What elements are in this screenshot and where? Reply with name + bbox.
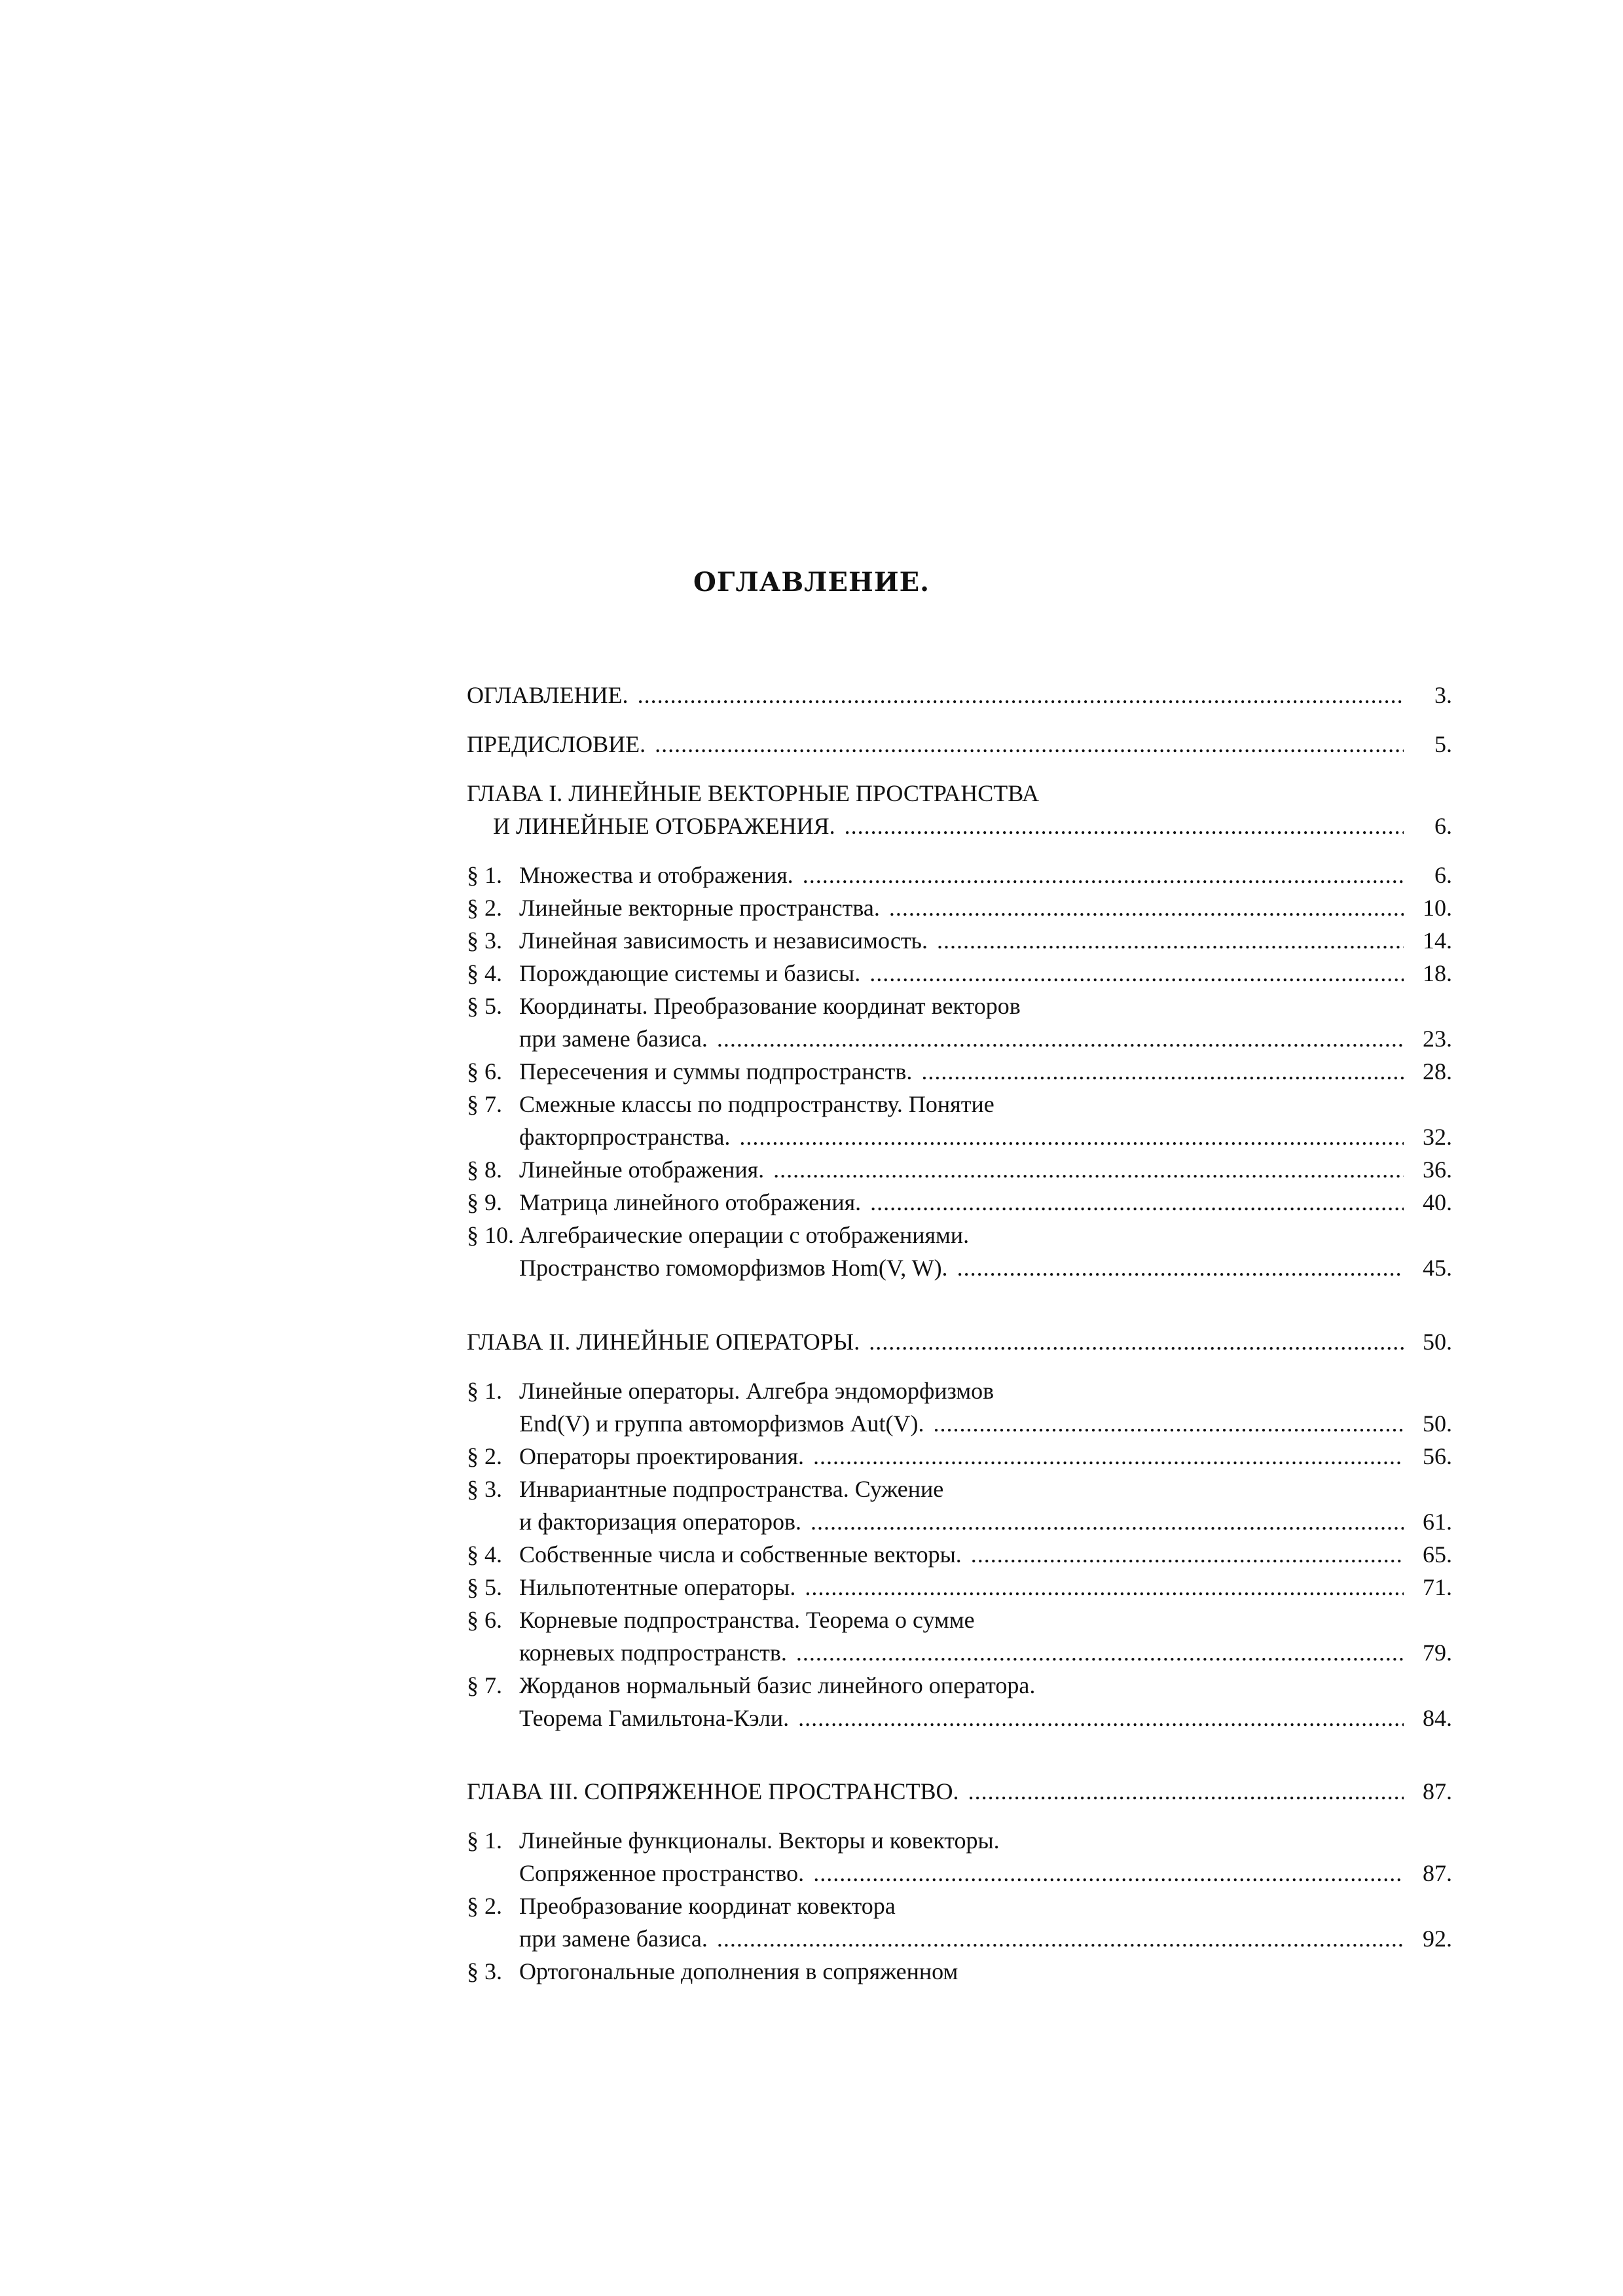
toc-section-cont[interactable] xyxy=(467,1407,1452,1440)
section-label: Операторы проектирования. xyxy=(519,1443,805,1469)
dot-leader xyxy=(921,1055,1404,1088)
section-number: § 4. xyxy=(467,1541,502,1568)
section-number: § 7. xyxy=(467,1091,502,1117)
toc-section-cont[interactable] xyxy=(467,1251,1452,1284)
dot-leader xyxy=(869,1325,1404,1358)
toc-section[interactable] xyxy=(467,1055,1452,1088)
section-label: Линейная зависимость и независимость. xyxy=(519,927,928,954)
chapter-1-heading-cont[interactable] xyxy=(467,810,1452,842)
section-page: 36. xyxy=(1423,1157,1452,1183)
section-page: 32. xyxy=(1423,1124,1452,1150)
section-label-cont: при замене базиса. xyxy=(519,1926,708,1952)
section-label-cont: корневых подпространств. xyxy=(519,1640,787,1666)
dot-leader xyxy=(717,1022,1404,1055)
section-number: § 3. xyxy=(467,1958,502,1984)
section-label-cont: Теорема Гамильтона-Кэли. xyxy=(519,1705,790,1731)
section-page: 28. xyxy=(1423,1058,1452,1085)
section-page: 84. xyxy=(1423,1705,1452,1731)
toc-section-cont[interactable] xyxy=(467,1922,1452,1955)
toc-section[interactable] xyxy=(467,1219,1452,1251)
section-page: 23. xyxy=(1423,1026,1452,1052)
section-number: § 3. xyxy=(467,1476,502,1502)
dot-leader xyxy=(803,859,1404,891)
toc-entry-contents[interactable] xyxy=(467,679,1452,711)
section-page: 61. xyxy=(1423,1509,1452,1535)
dot-leader xyxy=(957,1251,1404,1284)
dot-leader xyxy=(805,1571,1404,1604)
section-number: § 5. xyxy=(467,993,502,1019)
dot-leader xyxy=(813,1440,1404,1473)
dot-leader xyxy=(796,1636,1404,1669)
page-title: ОГЛАВЛЕНИЕ. xyxy=(693,567,930,598)
dot-leader xyxy=(869,957,1404,990)
section-label: Линейные отображения. xyxy=(519,1157,765,1183)
section-page: 50. xyxy=(1423,1410,1452,1437)
toc-entry-page: 5. xyxy=(1434,731,1452,757)
toc-section[interactable] xyxy=(467,1473,1452,1505)
toc-section[interactable] xyxy=(467,924,1452,957)
toc-entry-page: 87. xyxy=(1423,1778,1452,1804)
toc-section[interactable] xyxy=(467,891,1452,924)
dot-leader xyxy=(971,1538,1404,1571)
section-label: Ортогональные дополнения в сопряженном xyxy=(519,1958,958,1984)
section-label: Пересечения и суммы подпространств. xyxy=(519,1058,913,1085)
toc-entry-label: ГЛАВА III. СОПРЯЖЕННОЕ ПРОСТРАНСТВО. xyxy=(467,1778,959,1804)
toc-section[interactable] xyxy=(467,1440,1452,1473)
section-page: 45. xyxy=(1423,1255,1452,1281)
dot-leader xyxy=(934,1407,1404,1440)
section-label: Собственные числа и собственные векторы. xyxy=(519,1541,962,1568)
section-number: § 5. xyxy=(467,1574,502,1600)
toc-section-cont[interactable] xyxy=(467,1121,1452,1153)
section-label: Множества и отображения. xyxy=(519,862,793,888)
section-page: 79. xyxy=(1423,1640,1452,1666)
toc-entry-page: 3. xyxy=(1434,682,1452,708)
toc-section[interactable] xyxy=(467,1538,1452,1571)
dot-leader xyxy=(811,1505,1404,1538)
section-page: 18. xyxy=(1423,960,1452,986)
section-number: § 1. xyxy=(467,862,502,888)
table-of-contents xyxy=(467,0,1452,2296)
section-label-cont: Пространство гомоморфизмов Hom(V, W). xyxy=(519,1255,948,1281)
section-page: 56. xyxy=(1423,1443,1452,1469)
dot-leader xyxy=(798,1702,1404,1734)
toc-section[interactable] xyxy=(467,1669,1452,1702)
section-label: Линейные функционалы. Векторы и ковекторы. xyxy=(519,1827,1000,1854)
section-page: 14. xyxy=(1423,927,1452,954)
section-number: § 1. xyxy=(467,1827,502,1854)
section-label: Алгебраические операции с отображениями. xyxy=(519,1222,970,1248)
toc-section[interactable] xyxy=(467,1088,1452,1121)
dot-leader xyxy=(813,1857,1404,1890)
section-number: § 7. xyxy=(467,1672,502,1698)
toc-section[interactable] xyxy=(467,1955,1452,1988)
toc-entry-page: 50. xyxy=(1423,1329,1452,1355)
toc-section[interactable] xyxy=(467,859,1452,891)
section-page: 65. xyxy=(1423,1541,1452,1568)
dot-leader xyxy=(655,728,1404,761)
section-label-cont: факторпространства. xyxy=(519,1124,731,1150)
dot-leader xyxy=(889,891,1404,924)
section-number: § 10. xyxy=(467,1222,514,1248)
dot-leader xyxy=(968,1775,1404,1808)
toc-entry-label: И ЛИНЕЙНЫЕ ОТОБРАЖЕНИЯ. xyxy=(493,813,835,839)
section-label-cont: Сопряженное пространство. xyxy=(519,1860,805,1886)
section-label-cont: End(V) и группа автоморфизмов Aut(V). xyxy=(519,1410,924,1437)
section-label: Матрица линейного отображения. xyxy=(519,1189,862,1215)
section-label-cont: при замене базиса. xyxy=(519,1026,708,1052)
chapter-2-heading[interactable] xyxy=(467,1325,1452,1358)
dot-leader xyxy=(845,810,1404,842)
toc-section-cont[interactable] xyxy=(467,1702,1452,1734)
section-number: § 2. xyxy=(467,895,502,921)
section-label: Жорданов нормальный базис линейного оператора. xyxy=(519,1672,1036,1698)
toc-section[interactable] xyxy=(467,1890,1452,1922)
dot-leader xyxy=(870,1186,1404,1219)
section-label: Инвариантные подпространства. Сужение xyxy=(519,1476,944,1502)
toc-section-cont[interactable] xyxy=(467,1505,1452,1538)
dot-leader xyxy=(717,1922,1404,1955)
toc-section-cont[interactable] xyxy=(467,1857,1452,1890)
section-label: Нильпотентные операторы. xyxy=(519,1574,796,1600)
section-number: § 1. xyxy=(467,1378,502,1404)
section-label: Преобразование координат ковектора xyxy=(519,1893,896,1919)
section-number: § 2. xyxy=(467,1893,502,1919)
toc-entry-label: ГЛАВА II. ЛИНЕЙНЫЕ ОПЕРАТОРЫ. xyxy=(467,1329,860,1355)
section-page: 92. xyxy=(1423,1926,1452,1952)
toc-section[interactable] xyxy=(467,1571,1452,1604)
toc-entry-preface[interactable] xyxy=(467,728,1452,761)
section-number: § 6. xyxy=(467,1607,502,1633)
toc-entry-label: ПРЕДИСЛОВИЕ. xyxy=(467,731,646,757)
section-page: 87. xyxy=(1423,1860,1452,1886)
section-page: 10. xyxy=(1423,895,1452,921)
toc-section[interactable] xyxy=(467,1374,1452,1407)
section-label: Порождающие системы и базисы. xyxy=(519,960,861,986)
section-number: § 8. xyxy=(467,1157,502,1183)
section-page: 71. xyxy=(1423,1574,1452,1600)
toc-section-cont[interactable] xyxy=(467,1022,1452,1055)
dot-leader xyxy=(739,1121,1404,1153)
dot-leader xyxy=(937,924,1404,957)
toc-section[interactable] xyxy=(467,1153,1452,1186)
section-number: § 4. xyxy=(467,960,502,986)
section-number: § 9. xyxy=(467,1189,502,1215)
chapter-3-heading[interactable] xyxy=(467,1775,1452,1808)
section-label: Линейные операторы. Алгебра эндоморфизмов xyxy=(519,1378,994,1404)
chapter-1-heading[interactable]: ГЛАВА I. ЛИНЕЙНЫЕ ВЕКТОРНЫЕ ПРОСТРАНСТВА xyxy=(467,780,1040,806)
toc-section[interactable] xyxy=(467,1824,1452,1857)
section-number: § 2. xyxy=(467,1443,502,1469)
dot-leader xyxy=(773,1153,1404,1186)
section-page: 6. xyxy=(1434,862,1452,888)
section-label: Линейные векторные пространства. xyxy=(519,895,880,921)
toc-section[interactable] xyxy=(467,1186,1452,1219)
section-label: Координаты. Преобразование координат векторов xyxy=(519,993,1021,1019)
dot-leader xyxy=(638,679,1404,711)
toc-section[interactable] xyxy=(467,957,1452,990)
section-page: 40. xyxy=(1423,1189,1452,1215)
section-number: § 6. xyxy=(467,1058,502,1085)
toc-section[interactable] xyxy=(467,1604,1452,1636)
toc-section-cont[interactable] xyxy=(467,1636,1452,1669)
section-label: Корневые подпространства. Теорема о сумме xyxy=(519,1607,975,1633)
section-label-cont: и факторизация операторов. xyxy=(519,1509,801,1535)
toc-entry-label: ОГЛАВЛЕНИЕ. xyxy=(467,682,629,708)
toc-entry-page: 6. xyxy=(1434,813,1452,839)
section-label: Смежные классы по подпространству. Понятие xyxy=(519,1091,994,1117)
toc-section[interactable] xyxy=(467,990,1452,1022)
section-number: § 3. xyxy=(467,927,502,954)
